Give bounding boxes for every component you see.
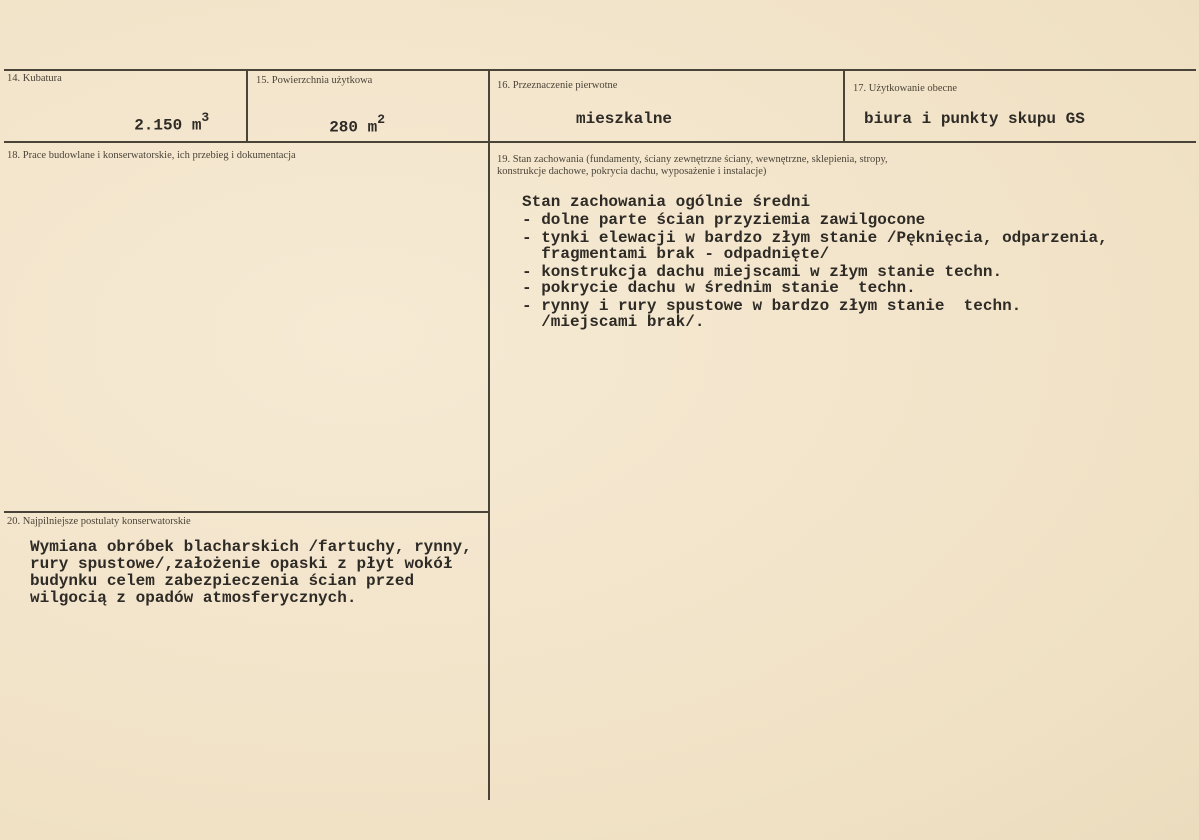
row-divider-1 (4, 141, 1196, 143)
col-divider-a (246, 70, 248, 142)
przeznaczenie-label: 16. Przeznaczenie pierwotne (497, 80, 618, 91)
uzytkowanie-value: biura i punkty skupu GS (864, 110, 1085, 128)
powierzchnia-exponent: 2 (377, 112, 386, 127)
postulaty-line: wilgocią z opadów atmosferycznych. (30, 589, 357, 607)
top-rule (4, 69, 1196, 71)
postulaty-line: rury spustowe/,założenie opaski z płyt wokół (30, 555, 453, 573)
powierzchnia-value (310, 98, 385, 135)
prace-budowlane-label: 18. Prace budowlane i konserwatorskie, ich przebieg i dokumentacja (7, 150, 296, 161)
stan-zachowania-label-2: konstrukcje dachowe, pokrycia dachu, wyposażenie i instalacje) (497, 166, 767, 177)
kubatura-number: 2.150 m (134, 116, 202, 135)
uzytkowanie-label: 17. Użytkowanie obecne (853, 83, 958, 94)
powierzchnia-label: 15. Powierzchnia użytkowa (256, 75, 373, 86)
stan-zachowania-label-1: 19. Stan zachowania (fundamenty, ściany zewnętrzne ściany, wewnętrzne, sklepienia, stropy, (497, 154, 888, 165)
stan-line: - dolne parte ścian przyziemia zawilgocone (522, 211, 926, 229)
postulaty-label: 20. Najpilniejsze postulaty konserwatorskie (7, 516, 191, 527)
kubatura-exponent: 3 (201, 110, 210, 125)
stan-line: Stan zachowania ogólnie średni (522, 193, 811, 211)
col-divider-c (843, 70, 845, 142)
stan-line: /miejscami brak/. (522, 313, 705, 331)
row-divider-2 (4, 511, 490, 513)
kubatura-label: 14. Kubatura (7, 73, 62, 84)
stan-line: - tynki elewacji w bardzo złym stanie /Pęknięcia, odparzenia, (522, 229, 1108, 247)
powierzchnia-number: 280 m (329, 118, 378, 137)
kubatura-value (115, 96, 209, 133)
col-divider-b (488, 70, 490, 800)
przeznaczenie-value: mieszkalne (576, 110, 673, 128)
postulaty-line: Wymiana obróbek blacharskich /fartuchy, rynny, (30, 538, 472, 556)
stan-line: - pokrycie dachu w średnim stanie techn. (522, 279, 916, 297)
postulaty-line: budynku celem zabezpieczenia ścian przed (30, 572, 415, 590)
stan-line: fragmentami brak - odpadnięte/ (522, 245, 830, 263)
stan-line: - rynny i rury spustowe w bardzo złym stanie techn. (522, 297, 1022, 315)
stan-line: - konstrukcja dachu miejscami w złym stanie techn. (522, 263, 1003, 281)
